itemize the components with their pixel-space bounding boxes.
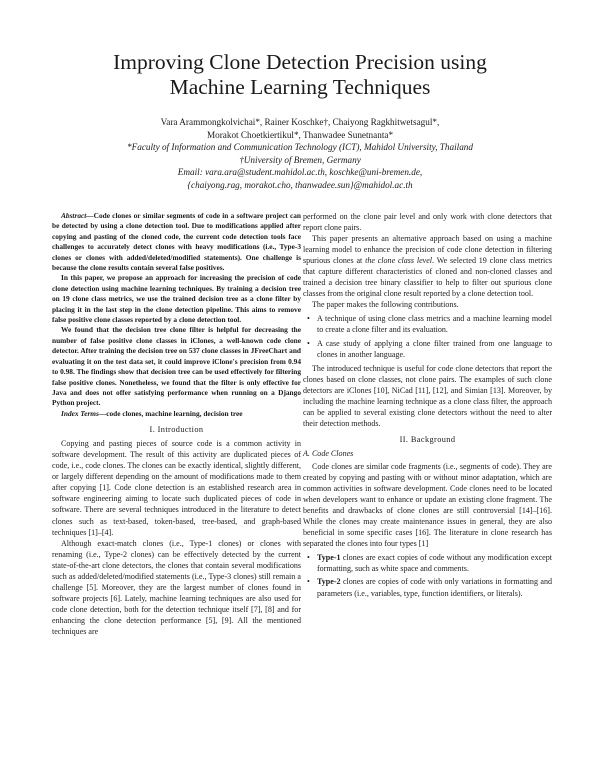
clone-type-2-item [307,576,552,598]
type-2-text: clones are copies of code with only variations in formatting and parameters (i.e., variables, type, function identifiers, or literals). [317,577,552,598]
right-column [303,211,552,602]
left-column [52,211,301,637]
author-block [40,116,560,192]
title-line-1: Improving Clone Detection Precision using [113,50,487,74]
right-paragraph-2 [303,233,552,299]
abstract-p1-text: Code clones or similar segments of code in a software project can be detected by using a clone detection tool. Due to modifications applied after copying and pasting of the cloned code, the current code detection tools face challenges to accurately detect clones with heavy modifications (i.e., Type-3 clones or clones with added/deleted/modified statements). One challenge is because the clone results contain several false positives. [52,211,301,273]
index-terms [52,409,301,419]
right-paragraph-4: The introduced technique is useful for code clone detectors that report the clones based on clone classes, not clone pairs. The examples of such clone detectors are iClones [10], NiCad [11], [12], and Simian [13]. Moreover, by including the machine learning technique as a clone class filter, the approach can be applied to several existing clone detectors without the need to alter their detection methods. [303,363,552,428]
bullet-icon: • [307,338,310,348]
contribution-item-1 [307,313,552,335]
right-p2-emph: the clone class level [365,256,433,266]
affiliation-mahidol: *Faculty of Information and Communication Technology (ICT), Mahidol University, Thailand [127,142,473,153]
right-p2-part-b: . We selected 19 clone class metrics that capture different characteristics of cloned and non-cloned classes and trained a decision tree binary classifier to help to filter out spurious clone classes from the original clone result reported by a clone detection tool. [303,256,552,299]
code-clones-subheading: A. Code Clones [303,448,354,458]
email-line-2: {chaiyong.rag, morakot.cho, thanwadee.sun}@mahidol.ac.th [187,179,413,190]
clone-type-1-item [307,552,552,574]
background-paragraph-1: Code clones are similar code fragments (i.e., segments of code). They are created by copying and pasting with or without minor adaptation, which are common activities in software development. Code clones need to be located when developers want to enhance or update an existing clone fragment. The benefits and drawbacks of clone clones are still controversial [14]–[16]. While the clones may create maintenance issues in general, they are also beneficial in some specific cases [16]. The literature in clone research has separated the clones into four types [1] [303,461,552,549]
type-1-label: Type-1 [317,553,341,563]
authors-line-2: Morakot Choetkiertikul*, Thanwadee Sunetnanta* [206,129,394,140]
title-line-2: Machine Learning Techniques [169,75,431,99]
clone-types-list [303,552,552,598]
email-line-1: Email: vara.ara@student.mahidol.ac.th, koschke@uni-bremen.de, [177,167,423,178]
bullet-icon: • [307,577,310,587]
type-1-text: clones are exact copies of code without any modification except formatting, such as white space and comments. [317,553,552,574]
index-terms-lead: Index Terms— [61,408,107,418]
index-terms-text: code clones, machine learning, decision tree [106,408,243,418]
intro-paragraph-1: Copying and pasting pieces of source code is a common activity in software development. The result of this activity are duplicated pieces of code, i.e., code clones. The clones can be exactly identical, slightly different, or largely different depending on the amount of modifications made to them after copying [1]. Code clone detection is an established research area in software engineering aiming to locate such duplicated pieces of code in software. There are several techniques introduced in the literature to detect clones such as text-based, token-based, tree-based, and graph-based techniques [1]–[4]. [52,439,301,537]
background-heading: II. Background [399,434,456,444]
right-paragraph-1: performed on the clone pair level and only work with clone detectors that report clone pairs. [303,212,552,233]
contribution-2-text: A case study of applying a clone filter trained from one language to clones in another language. [317,338,552,359]
abstract-lead: Abstract— [61,211,94,220]
type-2-label: Type-2 [317,577,341,587]
contributions-list [303,313,552,359]
contribution-item-2 [307,338,552,360]
abstract-p2: In this paper, we propose an approach for increasing the precision of code clone detection using machine learning techniques. By training a decision tree on 19 clone class metrics, we use the trained decision tree as a clone filter by placing it in the last step in the clone detection pipeline. This aims to remove false positive clone classes reported by a clone detection tool. [52,273,301,325]
intro-paragraph-2: Although exact-match clones (i.e., Type-1 clones) or clones with renaming (i.e., Type-2 clones) can be effectively detected by the current state-of-the-art clone detectors, the clones that contain several modifications such as added/deleted/modified statements (i.e., Type-3 clones) still remain a challenge [5]. Moreover, they are the largest number of clones found in software projects [6]. Lately, machine learning techniques are also used for code clone detection, both for the detection technique itself [7], [8] and for enhancing the clone detection performance [5], [9]. All the mentioned techniques are [52,538,301,636]
abstract [52,211,301,409]
right-p2-part-a: This paper presents an alternative approach based on using a machine learning model to enhance the precision of code clone detection in filtering spurious clones at [303,234,552,266]
contribution-1-text: A technique of using clone class metrics and a machine learning model to create a clone filter and its evaluation. [317,314,552,335]
authors-line-1: Vara Arammongkolvichai*, Rainer Koschke†, Chaiyong Ragkhitwetsagul*, [160,117,440,127]
right-paragraph-3: The paper makes the following contributions. [312,300,459,310]
affiliation-bremen: †University of Bremen, Germany [239,154,361,165]
bullet-icon: • [307,314,310,324]
abstract-p1 [52,211,301,273]
intro-heading: I. Introduction [149,425,204,435]
abstract-p3: We found that the decision tree clone filter is helpful for decreasing the number of false positive clone classes in iClones, a well-known code clone detector. After training the decision tree on 537 clone classes in JFreeChart and evaluating it on the test data set, it could improve iClone's precision from 0.94 to 0.98. The findings show that decision tree can be used effectively for filtering false positive clones. Nonetheless, we found that the filter is only effective for Java and does not offer satisfying performance when running on a Django Python project. [52,325,301,408]
paper-title [40,50,560,100]
bullet-icon: • [307,553,310,563]
